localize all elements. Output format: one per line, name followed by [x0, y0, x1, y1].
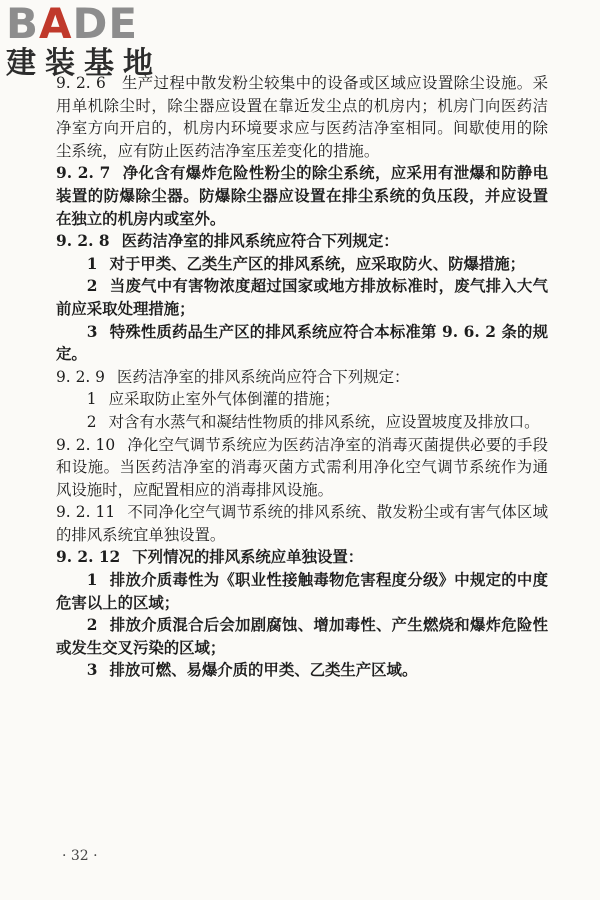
item-number: 1 [86, 571, 98, 590]
list-item [56, 614, 548, 659]
clause-text: 医药洁净室的排风系统应符合下列规定： [121, 232, 399, 251]
logo-latin-text [6, 2, 176, 46]
clause-number: 9. 2. 8 [56, 232, 110, 251]
logo-latin-accent: A [39, 0, 73, 48]
list-item [56, 253, 548, 276]
list-item [56, 275, 548, 320]
item-number: 2 [86, 616, 98, 635]
list-item [56, 569, 548, 614]
item-number: 2 [86, 277, 98, 296]
item-number: 3 [86, 661, 98, 680]
clause-text: 下列情况的排风系统应单独设置： [132, 548, 364, 567]
list-item [56, 321, 548, 366]
clause-number: 9. 2. 10 [56, 435, 116, 454]
item-text: 排放介质混合后会加剧腐蚀、增加毒性、产生燃烧和爆炸危险性或发生交叉污染的区域； [56, 616, 548, 657]
clause-number: 9. 2. 11 [56, 503, 116, 522]
item-number: 3 [86, 322, 98, 341]
clause-9-2-8 [56, 230, 548, 253]
clause-9-2-6 [56, 72, 548, 162]
item-number: 1 [86, 390, 97, 409]
clause-9-2-10 [56, 434, 548, 502]
clause-text: 9. 2. 6 生产过程中散发粉尘较集中的设备或区域应设置除尘设施。采用单机除尘时，除尘器应设置在靠近发尘点的机房内；机房门向医药洁净室方向开启的，机房内环境要求应与医药洁净室相同。间歇使用的除尘系统，应有防止医药洁净室压差变化的措施。 [56, 74, 548, 160]
page-number: · 32 · [62, 848, 98, 864]
clause-number: 9. 2. 7 [56, 164, 111, 183]
list-item [56, 659, 548, 682]
item-text: 特殊性质药品生产区的排风系统应符合本标准第 9. 6. 2 条的规定。 [56, 322, 548, 364]
clause-9-2-11 [56, 501, 548, 546]
item-text: 对含有水蒸气和凝结性物质的排风系统，应设置坡度及排放口。 [108, 412, 540, 431]
logo-latin-post: DE [72, 0, 139, 48]
list-item [56, 411, 548, 434]
item-text: 对于甲类、乙类生产区的排风系统，应采取防火、防爆措施； [109, 254, 526, 273]
item-text: 应采取防止室外气体倒灌的措施； [108, 390, 340, 409]
clause-9-2-7 [56, 162, 548, 230]
item-number: 2 [86, 412, 97, 431]
item-text: 排放可燃、易爆介质的甲类、乙类生产区域。 [109, 661, 418, 680]
clause-9-2-9 [56, 366, 548, 389]
item-text: 排放介质毒性为《职业性接触毒物危害程度分级》中规定的中度危害以上的区域； [56, 571, 548, 612]
document-body [56, 72, 548, 682]
clause-text: 净化空气调节系统应为医药洁净室的消毒灭菌提供必要的手段和设施。当医药洁净室的消毒灭菌方式需利用净化空气调节系统作为通风设施时，应配置相应的消毒排风设施。 [56, 435, 548, 499]
item-number: 1 [86, 254, 98, 273]
clause-text: 不同净化空气调节系统的排风系统、散发粉尘或有害气体区域的排风系统宜单独设置。 [56, 503, 548, 544]
item-text: 当废气中有害物浓度超过国家或地方排放标准时，废气排入大气前应采取处理措施； [56, 277, 548, 318]
clause-text: 医药洁净室的排风系统尚应符合下列规定： [116, 367, 410, 386]
clause-number: 9. 2. 9 [56, 367, 105, 386]
list-item [56, 388, 548, 411]
logo-chinese-text: 建装基地 [6, 46, 162, 81]
clause-9-2-12 [56, 546, 548, 569]
clause-text: 净化含有爆炸危险性粉尘的除尘系统，应采用有泄爆和防静电装置的防爆除尘器。防爆除尘器应设置在排尘系统的负压段，并应设置在独立的机房内或室外。 [56, 164, 548, 228]
clause-number: 9. 2. 12 [56, 548, 121, 567]
logo-latin-pre: B [6, 0, 40, 48]
